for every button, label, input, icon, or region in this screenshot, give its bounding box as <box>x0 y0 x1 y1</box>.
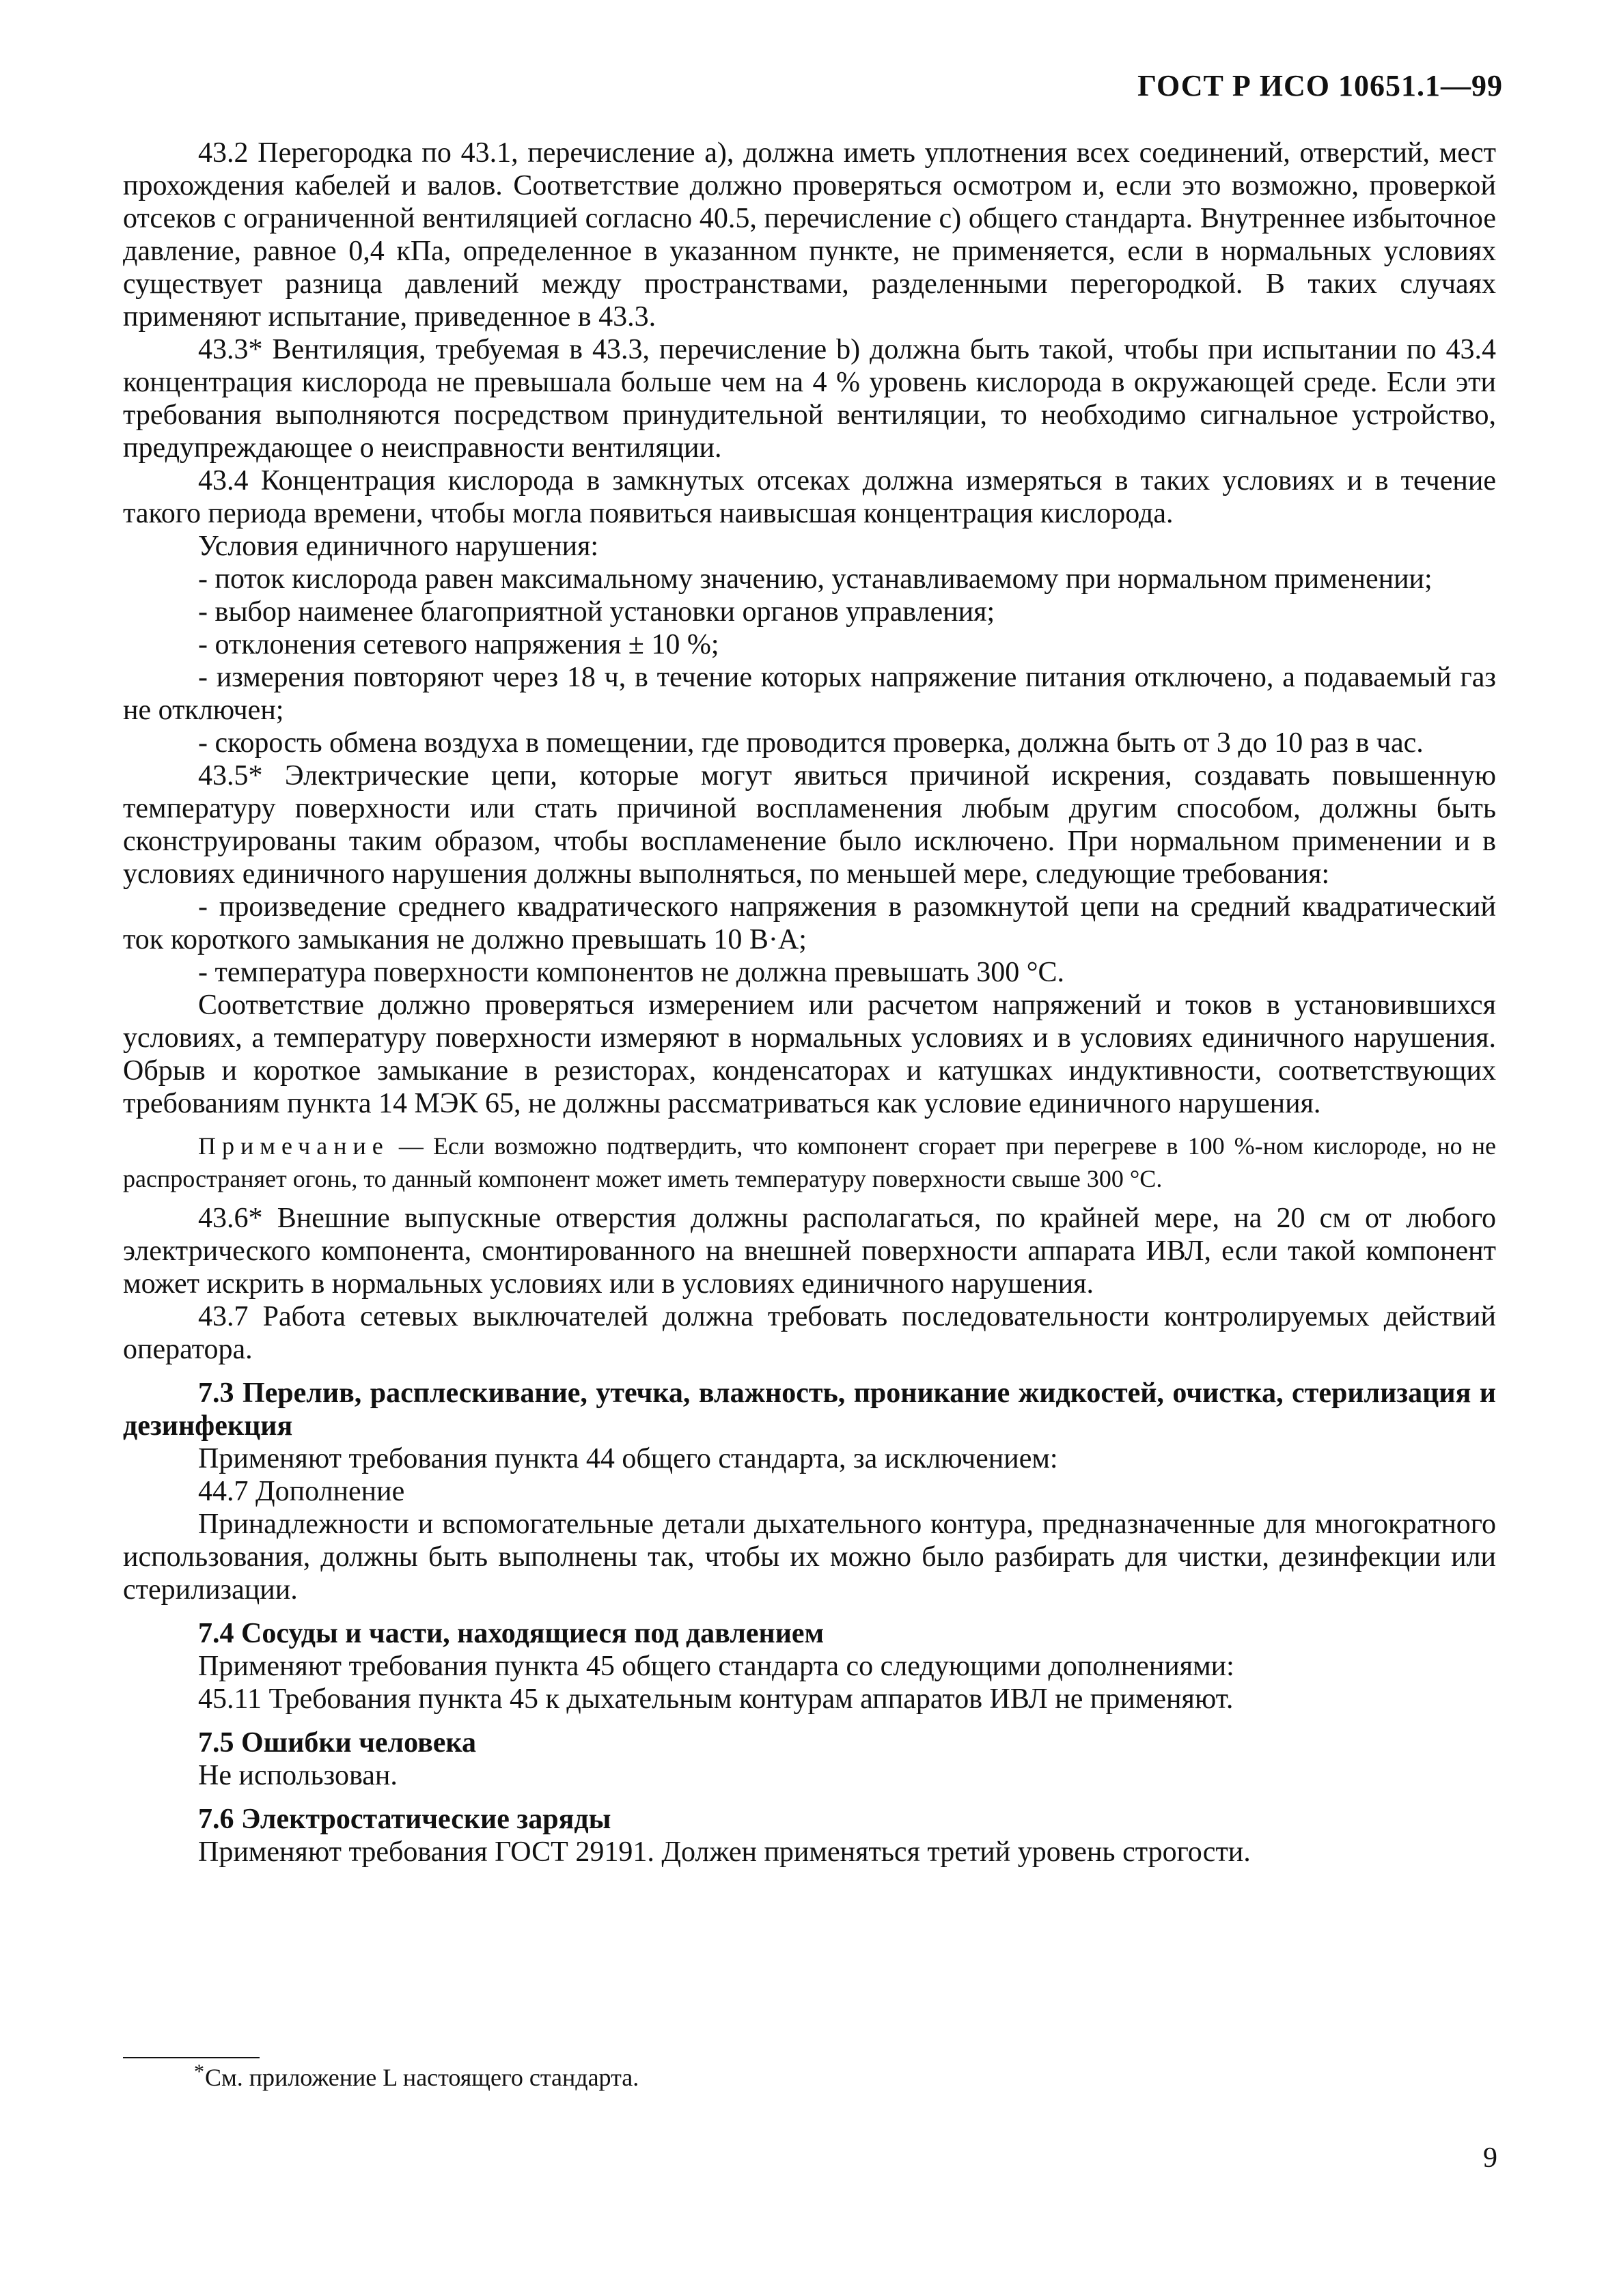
paragraph-43-5: 43.5* Электрические цепи, которые могут явиться причиной искрения, создавать повышенную температуру поверхности или стать причиной воспламенения любым другим способом, должны быть сконструированы таким образом, чтобы воспламенение было исключено. При нормальном применении и в условиях единичного нарушения должны выполняться, по меньшей мере, следующие требования: <box>123 760 1496 890</box>
paragraph-43-7: 43.7 Работа сетевых выключателей должна требовать последовательности контролируемых действий оператора. <box>123 1301 1496 1365</box>
page-number: 9 <box>1483 2142 1497 2174</box>
requirement-item: - температура поверхности компонентов не должна превышать 300 °С. <box>198 957 1065 988</box>
section-7-6-paragraph: Применяют требования ГОСТ 29191. Должен применяться третий уровень строгости. <box>198 1836 1251 1868</box>
single-fault-item: - измерения повторяют через 18 ч, в течение которых напряжение питания отключено, а подаваемый газ не отключен; <box>123 662 1496 726</box>
note <box>123 1130 1496 1195</box>
section-7-3-paragraph: 44.7 Дополнение <box>198 1476 405 1507</box>
section-7-3-title: 7.3 Перелив, расплескивание, утечка, влажность, проникание жидкостей, очистка, стерилизация и дезинфекция <box>123 1377 1496 1442</box>
footnote-text: См. приложение L настоящего стандарта. <box>205 2064 639 2091</box>
single-fault-item: - выбор наименее благоприятной установки органов управления; <box>198 596 995 628</box>
section-7-5-title: 7.5 Ошибки человека <box>198 1727 476 1759</box>
section-7-4-paragraph: Применяют требования пункта 45 общего стандарта со следующими дополнениями: <box>198 1651 1234 1682</box>
section-7-6-title: 7.6 Электростатические заряды <box>198 1804 611 1835</box>
single-fault-item: - поток кислорода равен максимальному значению, устанавливаемому при нормальном применении; <box>198 563 1433 595</box>
standard-code-header: ГОСТ Р ИСО 10651.1—99 <box>1137 69 1503 102</box>
paragraph-43-6: 43.6* Внешние выпускные отверстия должны располагаться, по крайней мере, на 20 см от любого электрического компонента, смонтированного на внешней поверхности аппарата ИВЛ, если такой компонент может искрить в нормальных условиях или в условиях единичного нарушения. <box>123 1203 1496 1300</box>
section-7-3-paragraph: Принадлежности и вспомогательные детали дыхательного контура, предназначенные для многократного использования, должны быть выполнены так, чтобы их можно было разбирать для чистки, дезинфекции или стерилизации. <box>123 1509 1496 1606</box>
single-fault-item: - скорость обмена воздуха в помещении, где проводится проверка, должна быть от 3 до 10 раз в час. <box>198 727 1424 759</box>
paragraph-43-3: 43.3* Вентиляция, требуемая в 43.3, перечисление b) должна быть такой, чтобы при испытании по 43.4 концентрация кислорода не превышала больше чем на 4 % уровень кислорода в окружающей среде. Если эти требования выполняются посредством принудительной вентиляции, то необходимо сигнальное устройство, предупреждающее о неисправности вентиляции. <box>123 334 1496 464</box>
footnote-marker: * <box>194 2060 204 2083</box>
section-7-5-paragraph: Не использован. <box>198 1760 398 1791</box>
note-text: — Если возможно подтвердить, что компонент сгорает при перегреве в 100 %-ном кислороде, но не распространяет огонь, то данный компонент может иметь температуру поверхности свыше 300 °С. <box>123 1132 1496 1192</box>
paragraph-43-2: 43.2 Перегородка по 43.1, перечисление а), должна иметь уплотнения всех соединений, отверстий, мест прохождения кабелей и валов. Соответствие должно проверяться осмотром и, если это возможно, проверкой отсеков с ограниченной вентиляцией согласно 40.5, перечисление с) общего стандарта. Внутреннее избыточное давление, равное 0,4 кПа, определенное в указанном пункте, не применяется, если в нормальных условиях существует разница давлений между пространствами, разделенными перегородкой. В таких случаях применяют испытание, приведенное в 43.3. <box>123 137 1496 333</box>
single-fault-item: - отклонения сетевого напряжения ± 10 %; <box>198 629 719 660</box>
paragraph-43-4: 43.4 Концентрация кислорода в замкнутых отсеках должна измеряться в таких условиях и в течение такого периода времени, чтобы могла появиться наивысшая концентрация кислорода. <box>123 465 1496 529</box>
requirement-item: - произведение среднего квадратического напряжения в разомкнутой цепи на средний квадратический ток короткого замыкания не должно превышать 10 В·А; <box>123 891 1496 955</box>
main-text <box>123 137 1496 1868</box>
section-7-4-paragraph: 45.11 Требования пункта 45 к дыхательным контурам аппаратов ИВЛ не применяют. <box>198 1683 1234 1715</box>
section-7-4-title: 7.4 Сосуды и части, находящиеся под давлением <box>198 1618 825 1649</box>
single-fault-heading: Условия единичного нарушения: <box>198 531 599 562</box>
footnote <box>194 2060 639 2092</box>
note-label: Примечание <box>198 1132 389 1160</box>
footnote-divider <box>123 2057 260 2058</box>
compliance-paragraph: Соответствие должно проверяться измерением или расчетом напряжений и токов в установившихся условиях, а температуру поверхности измеряют в нормальных условиях и в условиях единичного нарушения. Обрыв и короткое замыкание в резисторах, конденсаторах и катушках индуктивности, соответствующих требованиям пункта 14 МЭК 65, не должны рассматриваться как условие единичного нарушения. <box>123 990 1496 1119</box>
section-7-3-paragraph: Применяют требования пункта 44 общего стандарта, за исключением: <box>198 1443 1058 1474</box>
